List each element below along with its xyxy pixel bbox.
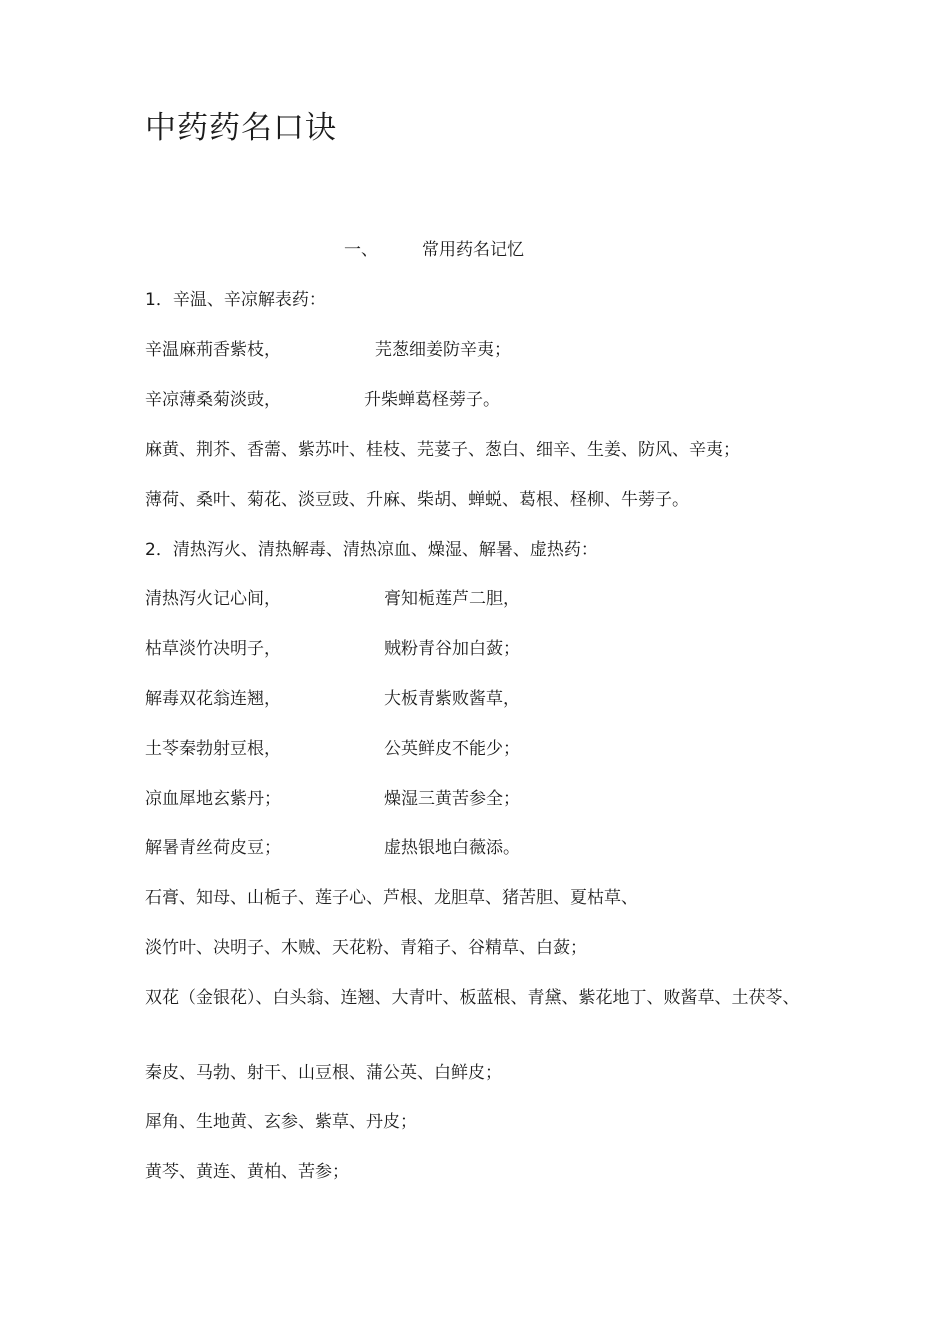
group2-rhyme-6 (145, 836, 520, 860)
group2-rhyme-4 (145, 737, 520, 761)
group2-rhyme-5 (145, 787, 520, 811)
group2-list-2: 淡竹叶、决明子、木贼、天花粉、青箱子、谷精草、白蔹； (145, 938, 587, 958)
rhyme-first-half: 辛温麻荊香紫枝， (145, 340, 281, 360)
rhyme-second-half: 公英鲜皮不能少； (384, 739, 520, 759)
rhyme-second-half: 升柴蝉葛柽蒡子。 (364, 390, 500, 410)
group2-rhyme-2 (145, 637, 520, 661)
group1-rhyme-1 (145, 338, 511, 362)
rhyme-second-half: 虚热银地白薇添。 (384, 838, 520, 858)
rhyme-first-half: 解暑青丝荷皮豆； (145, 838, 281, 858)
rhyme-second-half: 芫葱细姜防辛夷； (375, 340, 511, 360)
rhyme-second-half: 贼粉青谷加白蔹； (384, 639, 520, 659)
section-label: 常用药名记忆 (422, 240, 524, 260)
group2-heading: 2．清热泻火、清热解毒、清热凉血、燥湿、解暑、虚热药： (145, 540, 598, 560)
rhyme-first-half: 解毒双花翁连翘， (145, 689, 281, 709)
rhyme-first-half: 辛凉薄桑菊淡豉， (145, 390, 281, 410)
group1-rhyme-2 (145, 388, 500, 412)
rhyme-first-half: 清热泻火记心间， (145, 589, 281, 609)
group1-heading: 1．辛温、辛凉解表药： (145, 290, 326, 310)
group2-rhyme-1 (145, 587, 520, 611)
group2-list-5: 犀角、生地黄、玄参、紫草、丹皮； (145, 1112, 417, 1132)
group1-list-2: 薄荷、桑叶、菊花、淡豆豉、升麻、柴胡、蝉蜕、葛根、柽柳、牛蒡子。 (145, 490, 689, 510)
group2-list-6: 黄芩、黄连、黄柏、苦参； (145, 1162, 349, 1182)
rhyme-first-half: 枯草淡竹决明子， (145, 639, 281, 659)
rhyme-first-half: 凉血犀地玄紫丹； (145, 789, 281, 809)
section-heading (344, 238, 524, 262)
group2-list-1: 石膏、知母、山栀子、莲子心、芦根、龙胆草、猪苦胆、夏枯草、 (145, 888, 638, 908)
group2-list-4: 秦皮、马勃、射干、山豆根、蒲公英、白鲜皮； (145, 1063, 502, 1083)
group2-list-3: 双花（金银花）、白头翁、连翘、大青叶、板蓝根、青黛、紫花地丁、败酱草、土茯苓、 (145, 988, 800, 1008)
group2-rhyme-3 (145, 687, 520, 711)
section-number: 一、 (344, 240, 378, 260)
document-title: 中药药名口诀 (145, 110, 337, 146)
rhyme-second-half: 大板青紫败酱草， (384, 689, 520, 709)
group1-list-1: 麻黄、荆芥、香薷、紫苏叶、桂枝、芫荽子、葱白、细辛、生姜、防风、辛夷； (145, 440, 740, 460)
rhyme-first-half: 土苓秦勃射豆根， (145, 739, 281, 759)
rhyme-second-half: 膏知栀莲芦二胆， (384, 589, 520, 609)
rhyme-second-half: 燥湿三黄苦参全； (384, 789, 520, 809)
